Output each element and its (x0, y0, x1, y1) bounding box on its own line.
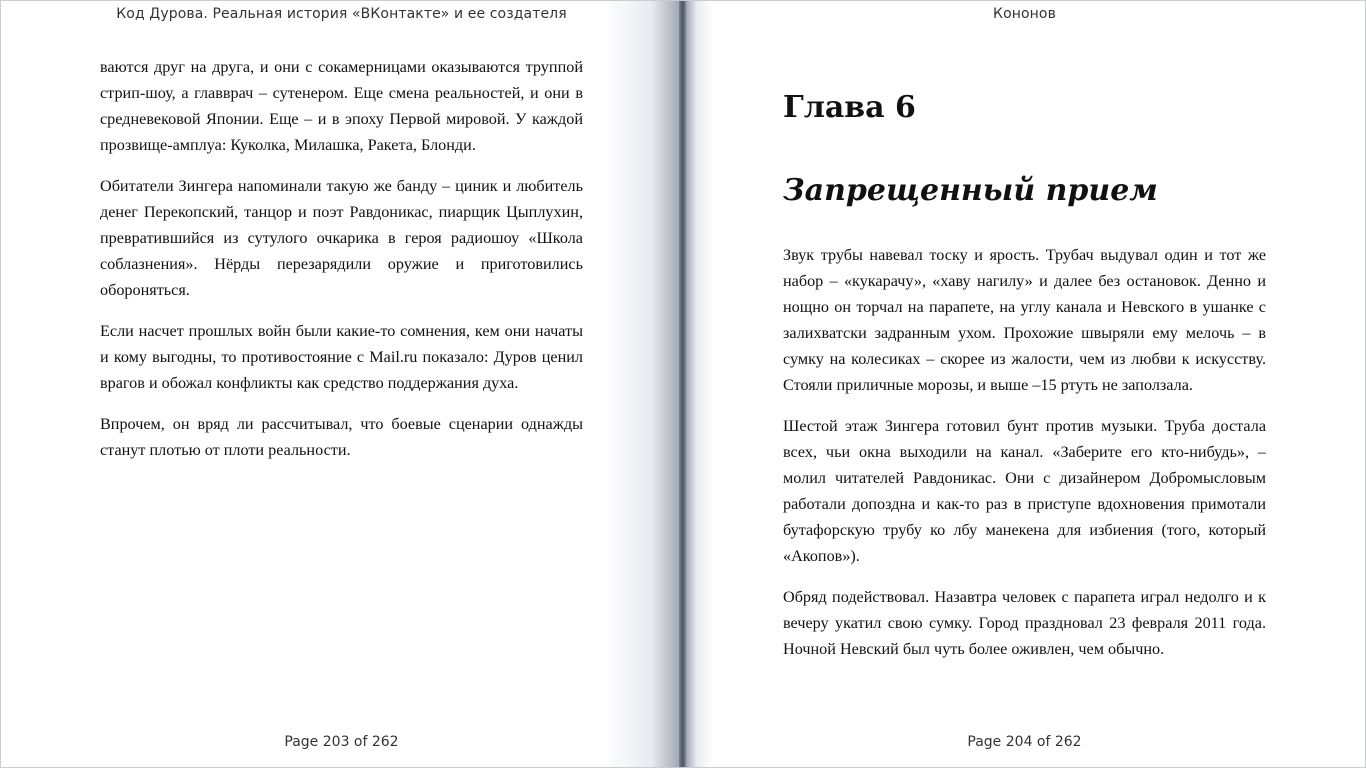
left-paragraph-4: Впрочем, он вряд ли рассчитывал, что боевые сценарии однажды станут плотью от плоти реальности. (100, 415, 583, 459)
right-paragraph-1: Звук трубы навевал тоску и ярость. Трубач выдувал один и тот же набор – «кукарачу», «хаву нагилу» и далее без остановок. Денно и нощно он торчал на парапете, на углу канала и Невского в ушанке с залихватски задранным ухом. Прохожие швыряли ему мелочь – в сумку на колесиках – скорее из жалости, чем из любви к искусству. Стояли приличные морозы, и выше –15 ртуть не заползала. (783, 246, 1266, 394)
book-spine (679, 0, 686, 768)
chapter-title: Запрещенный прием (783, 173, 1158, 208)
left-paragraph-3: Если насчет прошлых войн были какие-то сомнения, кем они начаты и кому выгодны, то противостояние с Mail.ru показало: Дуров ценил врагов и обожал конфликты как средство поддержания духа. (100, 322, 583, 392)
left-page-number: Page 203 of 262 (284, 734, 399, 750)
chapter-number: Глава 6 (783, 90, 916, 125)
right-paragraph-2: Шестой этаж Зингера готовил бунт против музыки. Труба достала всех, чьи окна выходили на канал. «Заберите его кто-нибудь», – молил читателей Равдоникас. Они с дизайнером Добромысловым работали допоздна и как-то раз в приступе вдохновения примотали бутафорскую трубу ко лбу манекена для избиения (того, который «Акопов»). (783, 417, 1266, 565)
left-running-header: Код Дурова. Реальная история «ВКонтакте» и ее создателя (116, 6, 567, 22)
right-paragraph-3: Обряд подействовал. Назавтра человек с парапета играл недолго и к вечеру укатил свою сумку. Город праздновал 23 февраля 2011 года. Ночной Невский был чуть более оживлен, чем обычно. (783, 588, 1266, 658)
right-gutter-shadow (683, 0, 713, 768)
left-paragraph-2: Обитатели Зингера напоминали такую же банду – циник и любитель денег Перекопский, танцор и поэт Равдоникас, пиарщик Цыплухин, превратившийся из сутулого очкарика в героя радиошоу «Школа соблазнения». Нёрды перезарядили оружие и приготовились обороняться. (100, 177, 583, 299)
right-running-header: Кононов (993, 6, 1056, 22)
left-page-text (100, 54, 583, 478)
left-gutter-shadow (603, 0, 683, 768)
right-page-number: Page 204 of 262 (967, 734, 1082, 750)
right-page-text (783, 242, 1266, 677)
right-page[interactable] (683, 0, 1366, 768)
left-paragraph-1: ваются друг на друга, и они с сокамерницами оказываются труппой стрип-шоу, а главврач – сутенером. Еще смена реальностей, и они в средневековой Японии. Еще – и в эпоху Первой мировой. У каждой прозвище-амплуа: Куколка, Милашка, Ракета, Блонди. (100, 58, 583, 154)
